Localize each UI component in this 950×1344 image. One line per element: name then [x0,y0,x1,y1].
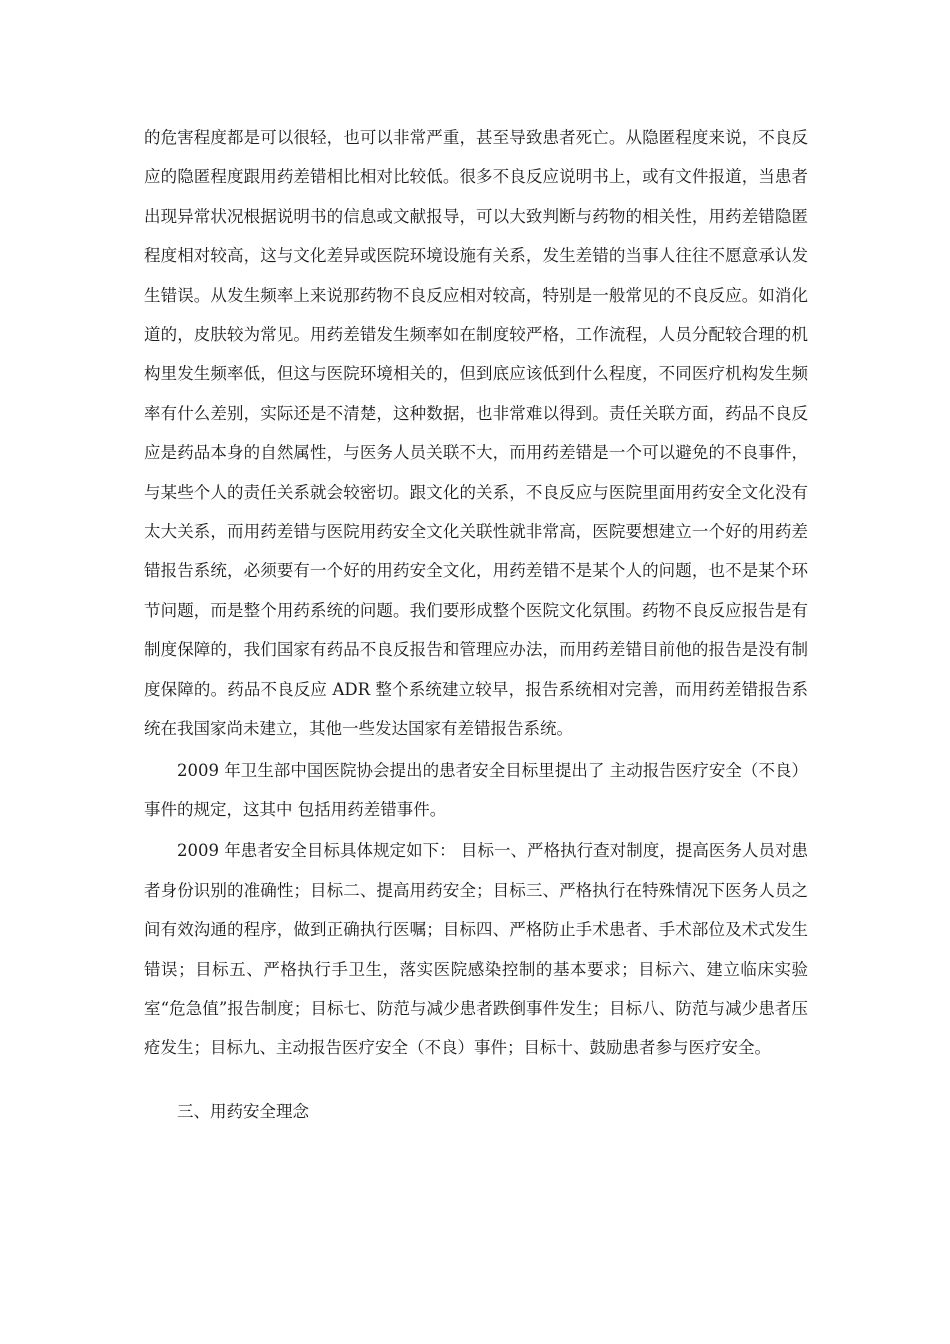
body-paragraph-3: 2009 年患者安全目标具体规定如下： 目标一、严格执行查对制度，提高医务人员对患者身份识别的准确性；目标二、提高用药安全；目标三、严格执行在特殊情况下医务人员之间有效沟通的程序，做到正确执行医嘱；目标四、严格防止手术患者、手术部位及术式发生错误；目标五、严格执行手卫生，落实医院感染控制的基本要求；目标六、建立临床实验室“危急值”报告制度；目标七、防范与减少患者跌倒事件发生；目标八、防范与减少患者压疮发生；目标九、主动报告医疗安全（不良）事件；目标十、鼓励患者参与医疗安全。 [144,841,808,1058]
section-heading: 三、用药安全理念 [177,1101,309,1121]
body-paragraph-2: 2009 年卫生部中国医院协会提出的患者安全目标里提出了 主动报告医疗安全（不良）事件的规定，这其中 包括用药差错事件。 [144,760,808,819]
body-paragraph-1: 的危害程度都是可以很轻，也可以非常严重，甚至导致患者死亡。从隐匿程度来说，不良反应的隐匿程度跟用药差错相比相对比较低。很多不良反应说明书上，或有文件报道，当患者出现异常状况根据说明书的信息或文献报导，可以大致判断与药物的相关性，用药差错隐匿程度相对较高，这与文化差异或医院环境设施有关系，发生差错的当事人往往不愿意承认发生错误。从发生频率上来说那药物不良反应相对较高，特别是一般常见的不良反应。如消化道的，皮肤较为常见。用药差错发生频率如在制度较严格，工作流程，人员分配较合理的机构里发生频率低，但这与医院环境相关的，但到底应该低到什么程度，不同医疗机构发生频率有什么差别，实际还是不清楚，这种数据，也非常难以得到。责任关联方面，药品不良反应是药品本身的自然属性，与医务人员关联不大，而用药差错是一个可以避免的不良事件，与某些个人的责任关系就会较密切。跟文化的关系，不良反应与医院里面用药安全文化没有太大关系，而用药差错与医院用药安全文化关联性就非常高，医院要想建立一个好的用药差错报告系统，必须要有一个好的用药安全文化，用药差错不是某个人的问题，也不是某个环节问题，而是整个用药系统的问题。我们要形成整个医院文化氛围。药物不良反应报告是有制度保障的，我们国家有药品不良反报告和管理应办法，而用药差错目前他的报告是没有制度保障的。药品不良反应 ADR 整个系统建立较早，报告系统相对完善，而用药差错报告系统在我国家尚未建立，其他一些发达国家有差错报告系统。 [144,128,808,739]
document-body [144,118,808,1131]
